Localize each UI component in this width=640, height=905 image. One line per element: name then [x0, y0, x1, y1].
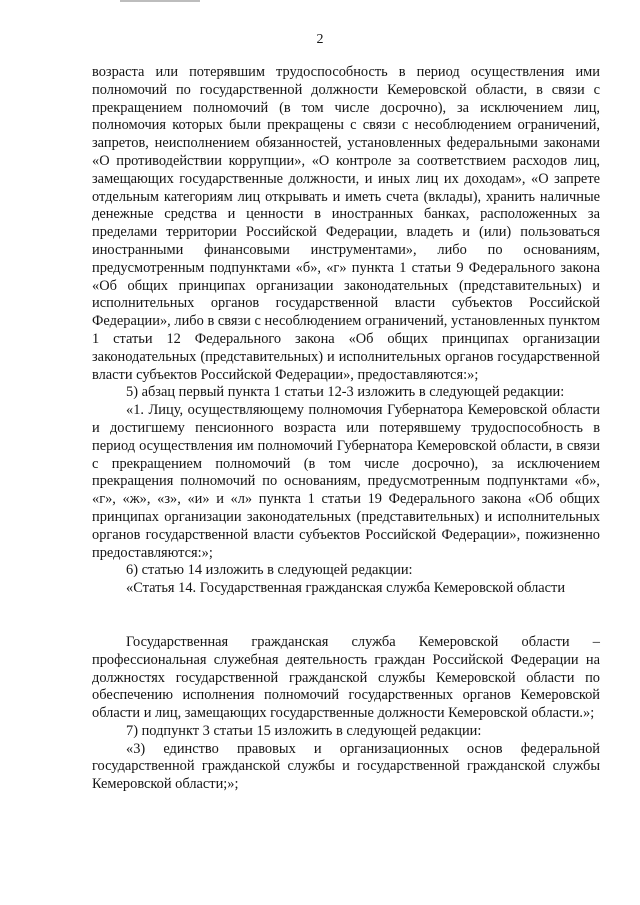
article-14-heading: «Статья 14. Государственная гражданская служба Кемеровской области	[126, 580, 566, 597]
top-edge-line	[120, 0, 200, 2]
paragraph-quote-article-12-3: «1. Лицу, осуществляющему полномочия Губернатора Кемеровской области и достигшему пенсионного возраста или потерявшему трудоспособность в период осуществления им полномочий Губернатора Кемеровской области, в связи с прекращением полномочий (в том числе досрочно), за исключением прекращения полномочий по основаниям, предусмотренным подпунктами «б», «г», «ж», «з», «и» и «л» пункта 1 статьи 19 Федерального закона «Об общих принципах организации законодательных (представительных) и исполнительных органов государственной власти субъектов Российской Федерации», пожизненно предоставляются:»;	[92, 402, 600, 561]
paragraph-item-6: 6) статью 14 изложить в следующей редакции:	[126, 562, 413, 579]
paragraph-article-14-body: Государственная гражданская служба Кемеровской области – профессиональная служебная деятельность граждан Российской Федерации на должностях государственной гражданской службы Кемеровской области по обеспечению исполнения полномочий государственных органов Кемеровской области и лиц, замещающих государственные должности Кемеровской области.»;	[92, 633, 600, 722]
paragraph-item-5: 5) абзац первый пункта 1 статьи 12-3 изложить в следующей редакции:	[126, 384, 565, 401]
page-number: 2	[316, 32, 324, 47]
document-body	[92, 64, 600, 794]
paragraph-quote-subitem-3: «3) единство правовых и организационных основ федеральной государственной гражданской службы и государственной гражданской службы Кемеровской области;»;	[92, 740, 600, 793]
paragraph-item-7: 7) подпункт 3 статьи 15 изложить в следующей редакции:	[126, 722, 482, 739]
paragraph-continuation: возраста или потерявшим трудоспособность в период осуществления ими полномочий по государственной должности Кемеровской области, в связи с прекращением полномочий (в том числе досрочно), за исключением лиц, полномочия которых были прекращены с связи с несоблюдением ограничений, запретов, неисполнением обязанностей, установленных федеральными законами «О противодействии коррупции», «О контроле за соответствием расходов лиц, замещающих государственные должности, и иных лиц их доходам», «О запрете отдельным категориям лиц открывать и иметь счета (вклады), хранить наличные денежные средства и ценности в иностранных банках, расположенных за пределами территории Российской Федерации, владеть и (или) пользоваться иностранными финансовыми инструментами», либо по основаниям, предусмотренным подпунктами «б», «г» пункта 1 статьи 9 Федерального закона «Об общих принципах организации законодательных (представительных) и исполнительных органов государственной власти субъектов Российской Федерации», либо в связи с несоблюдением ограничений, установленных пунктом 1 статьи 12 Федерального закона «Об общих принципах организации законодательных (представительных) и исполнительных органов государственной власти субъектов Российской Федерации», предоставляются:»;	[92, 64, 600, 383]
